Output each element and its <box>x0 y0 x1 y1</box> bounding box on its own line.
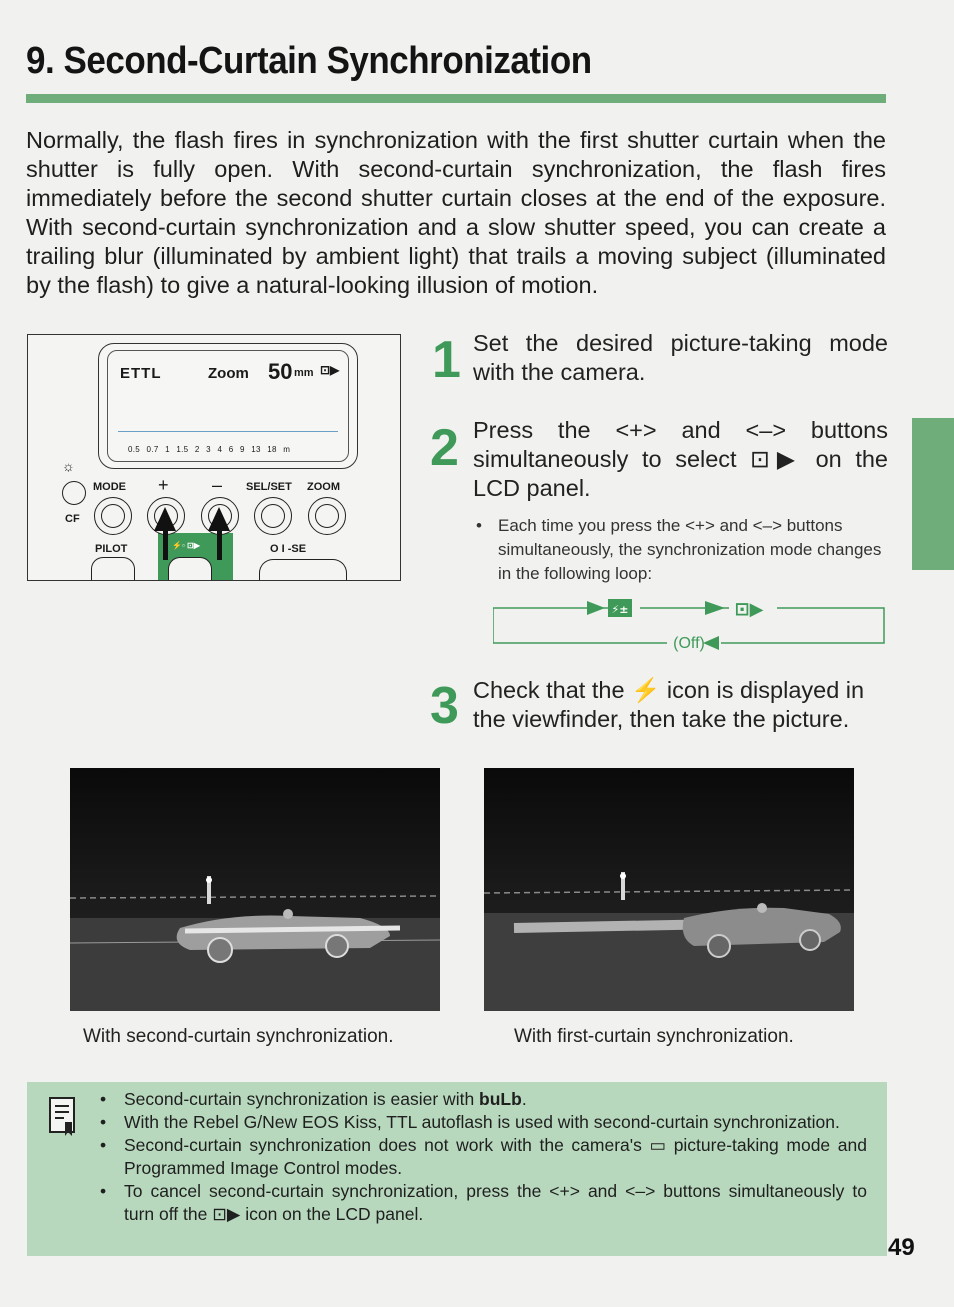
cf-label: CF <box>65 513 80 525</box>
caption-first-curtain: With first-curtain synchronization. <box>514 1026 794 1047</box>
step-1-number: 1 <box>432 331 461 389</box>
zoom-button[interactable] <box>308 497 346 535</box>
lcd-ettl-label: ETTL <box>120 365 162 382</box>
lcd-zoom-label: Zoom <box>208 365 249 382</box>
press-arrow-stem-minus <box>217 530 222 560</box>
caption-second-curtain: With second-curtain synchronization. <box>83 1026 394 1047</box>
plus-label: + <box>158 475 169 495</box>
selset-button[interactable] <box>254 497 292 535</box>
second-curtain-sync-icon: ⊡▶ <box>320 363 340 377</box>
note-2-text: With the Rebel G/New EOS Kiss, TTL autoflash is used with second-curtain synchronization. <box>124 1112 840 1132</box>
lcd-panel <box>98 343 358 469</box>
step-2-text: Press the <+> and <–> buttons simultaneously to select ⊡▶ on the LCD panel. <box>473 417 888 501</box>
note-item <box>97 1134 867 1180</box>
page-title: 9. Second-Curtain Synchronization <box>26 40 592 82</box>
step-2-number: 2 <box>430 419 459 477</box>
note-1-bold: buLb <box>479 1089 522 1109</box>
step-3-number: 3 <box>430 677 459 735</box>
note-4-text: To cancel second-curtain synchronization, press the <+> and <–> buttons simultaneously to turn off the ⊡▶ icon on the LCD panel. <box>124 1181 867 1224</box>
lcd-zoom-value: 50 <box>268 359 293 384</box>
mode-label: MODE <box>93 481 126 493</box>
power-switch[interactable] <box>259 559 347 581</box>
lamp-icon: ☼ <box>62 458 75 474</box>
pilot-label: PILOT <box>95 543 128 555</box>
intro-paragraph: Normally, the flash fires in synchronization with the first shutter curtain when the shutter is fully open. With second-curtain synchronization, the flash fires immediately before the second shutter curtain closes at the end of the exposure. With second-curtain synchronization and a slow shutter speed, you can create a trailing blur (illuminated by ambient light) that trails a moving subject (illuminated by the flash) to give a natural-looking illusion of motion. <box>26 127 886 298</box>
selset-label: SEL/SET <box>246 481 292 493</box>
step-1-text: Set the desired picture-taking mode with the camera. <box>473 330 888 385</box>
minus-label: – <box>212 475 223 495</box>
cf-button[interactable] <box>62 481 86 505</box>
page-number: 49 <box>888 1234 915 1261</box>
note-1-end: . <box>521 1089 527 1109</box>
notes-box <box>27 1082 887 1256</box>
memo-icon <box>48 1096 78 1138</box>
sync-mode-loop-diagram <box>493 597 887 655</box>
press-arrow-minus <box>208 507 230 531</box>
mode-button[interactable] <box>94 497 132 535</box>
notes-list <box>97 1088 867 1226</box>
step-2-bullet: Each time you press the <+> and <–> buttons simultaneously, the synchronization mode changes in the following loop: <box>498 516 882 583</box>
note-item <box>97 1111 867 1134</box>
flash-panel-illustration <box>27 334 401 581</box>
sync-mode-label: ⚡▫ ⊡▶ <box>172 541 200 550</box>
off-label: (Off) <box>673 635 705 652</box>
photo-second-curtain <box>70 768 440 1011</box>
note-item <box>97 1088 867 1111</box>
pilot-button[interactable] <box>91 557 135 581</box>
press-arrow-stem-plus <box>163 530 168 560</box>
chapter-tab <box>912 418 954 570</box>
note-3-text: Second-curtain synchronization does not work with the camera's ▭ picture-taking mode and Programmed Image Control modes. <box>124 1135 867 1178</box>
note-1-text: Second-curtain synchronization is easier with <box>124 1089 480 1109</box>
lcd-distance-bar <box>118 431 338 432</box>
title-rule <box>26 94 886 103</box>
lcd-zoom-unit: mm <box>294 367 314 379</box>
power-switch-label: O I -SE <box>270 543 307 555</box>
second-curtain-loop-icon: ⊡▶ <box>734 599 764 620</box>
step-3-text: Check that the ⚡ icon is displayed in the viewfinder, then take the picture. <box>473 677 865 732</box>
step-2-bullet-dot: • <box>476 516 482 535</box>
lcd-inner-frame <box>107 350 349 462</box>
test-button[interactable] <box>168 557 212 581</box>
press-arrow-plus <box>154 507 176 531</box>
photo-first-curtain <box>484 768 854 1011</box>
zoom-button-label: ZOOM <box>307 481 340 493</box>
note-item <box>97 1180 867 1226</box>
first-curtain-sync-icon: ⚡± <box>611 603 629 616</box>
lcd-distance-scale: 0.5 0.7 1 1.5 2 3 4 6 9 13 18 m <box>128 445 291 454</box>
